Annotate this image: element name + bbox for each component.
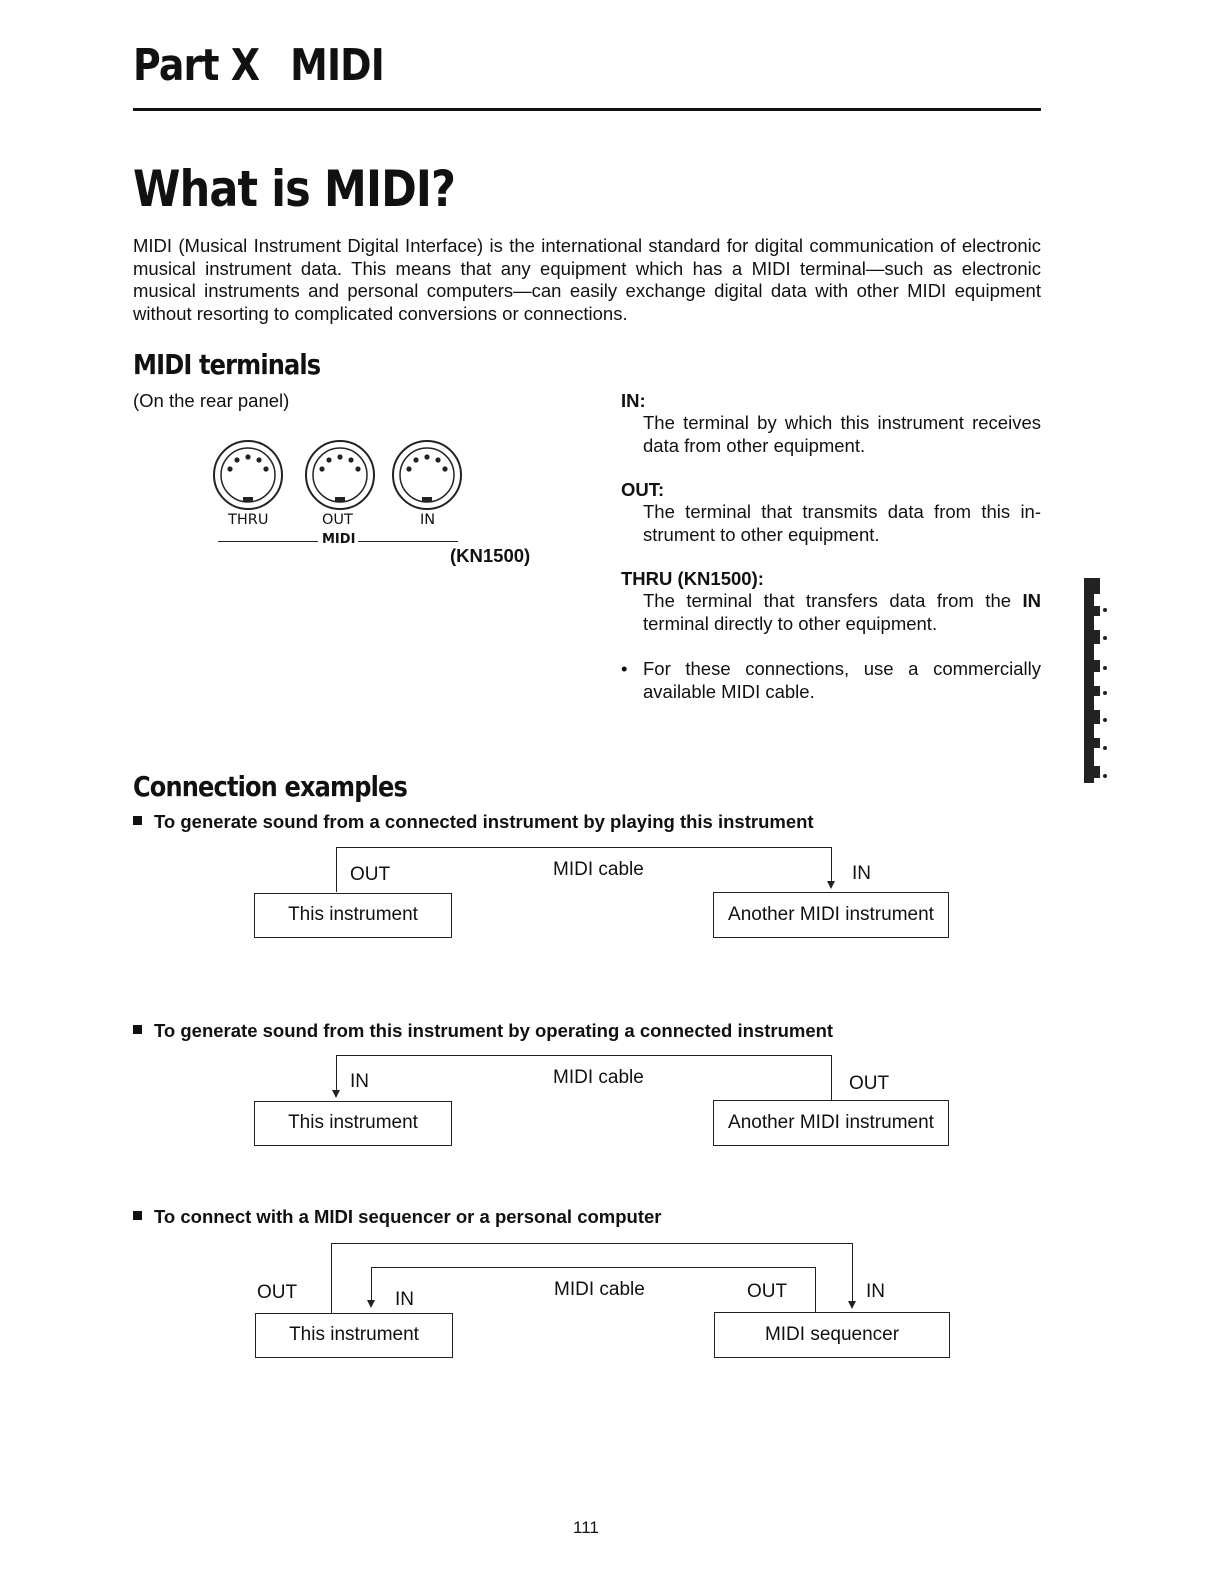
ex3-arrow-down-seq-icon	[848, 1301, 856, 1309]
ex3-in-cable-vertical	[371, 1267, 372, 1301]
bullet-dot: •	[621, 658, 628, 679]
def-thru-term	[621, 568, 764, 590]
example-3-title-text: To connect with a MIDI sequencer or a personal computer	[154, 1206, 662, 1227]
terminals-heading: MIDI terminals	[133, 348, 321, 381]
def-in-term: IN:	[621, 390, 646, 411]
ex1-another-instrument-box: Another MIDI instrument	[713, 892, 949, 938]
model-label: (KN1500)	[450, 545, 531, 566]
def-in-body: The terminal by which this instrument receives data from other equipment.	[643, 412, 1041, 456]
def-thru-body-part2: terminal directly to other equipment.	[643, 612, 938, 634]
midi-group-line-left	[218, 541, 318, 542]
ex1-in-cable-vertical	[831, 847, 832, 882]
ex3-inner-cable-horizontal	[371, 1267, 815, 1268]
part-heading	[133, 40, 384, 91]
thumb-index-tab	[1084, 578, 1114, 783]
ex2-cable-label: MIDI cable	[553, 1067, 644, 1088]
jack-out-icon	[306, 441, 374, 509]
midi-group-label: MIDI	[322, 532, 356, 547]
def-out-body: The terminal that transmits data from this in-strument to other equipment.	[643, 501, 1041, 545]
def-out-term: OUT:	[621, 479, 665, 500]
header-rule	[133, 108, 1041, 111]
page-number: 111	[573, 1518, 599, 1537]
ex1-arrow-down-icon	[827, 881, 835, 889]
jack-label-thru: THRU	[228, 512, 269, 528]
connections-heading: Connection examples	[133, 770, 407, 803]
example-1-title-text: To generate sound from a connected instrument by playing this instrument	[154, 811, 814, 832]
ex1-this-instrument-box: This instrument	[254, 893, 452, 938]
bullet-square-icon	[133, 1211, 142, 1220]
ex3-this-in-label: IN	[395, 1289, 414, 1310]
ex3-seq-out-label: OUT	[747, 1281, 788, 1302]
cable-note: For these connections, use a commercially available MIDI cable.	[643, 658, 1041, 702]
bullet-square-icon	[133, 816, 142, 825]
ex3-out-cable-vertical	[331, 1243, 332, 1313]
jack-label-out: OUT	[322, 512, 353, 528]
ex2-arrow-down-icon	[332, 1090, 340, 1098]
ex3-sequencer-box: MIDI sequencer	[714, 1312, 950, 1358]
ex3-seq-in-cable-vertical	[852, 1243, 853, 1302]
jack-in-icon	[393, 441, 461, 509]
example-2-title	[133, 1020, 833, 1042]
jack-label-in: IN	[420, 512, 436, 528]
ex2-in-label: IN	[350, 1071, 369, 1092]
def-thru-body-in: IN	[1022, 590, 1041, 611]
ex1-out-label: OUT	[350, 864, 391, 885]
ex3-this-instrument-box: This instrument	[255, 1313, 453, 1358]
part-label: Part X	[133, 40, 260, 91]
ex3-arrow-down-this-icon	[367, 1300, 375, 1308]
ex2-out-label: OUT	[849, 1073, 890, 1094]
location-note: (On the rear panel)	[133, 390, 290, 411]
ex3-seq-in-label: IN	[866, 1281, 885, 1302]
ex2-another-instrument-box: Another MIDI instrument	[713, 1100, 949, 1146]
intro-paragraph: MIDI (Musical Instrument Digital Interface) is the international standard for digital communication of electronic musical instrument data. This means that any equipment which has a MIDI terminal—such as electronic musical instruments and personal computers—can easily exchange digital data with other MIDI equipment without resorting to complicated conversions or connections.	[133, 235, 1041, 324]
midi-group-line-right	[358, 541, 458, 542]
example-2-title-text: To generate sound from this instrument by operating a connected instrument	[154, 1020, 834, 1041]
ex3-cable-label: MIDI cable	[554, 1279, 645, 1300]
ex2-out-cable-vertical	[831, 1055, 832, 1100]
ex3-this-out-label: OUT	[257, 1282, 298, 1303]
bullet-square-icon	[133, 1025, 142, 1034]
def-thru-term-model: (KN1500):	[677, 568, 764, 589]
def-thru-body	[643, 590, 1041, 635]
midi-jacks-illustration	[205, 435, 475, 515]
part-name: MIDI	[290, 40, 384, 91]
def-thru-body-part1: The terminal that transfers data from the	[643, 590, 1012, 611]
def-thru-term-bold: THRU	[621, 568, 673, 589]
ex2-cable-horizontal	[336, 1055, 831, 1056]
example-1-title	[133, 811, 814, 833]
example-3-title	[133, 1206, 661, 1228]
ex1-cable-horizontal	[336, 847, 831, 848]
jack-thru-icon	[214, 441, 282, 509]
ex2-in-cable-vertical	[336, 1055, 337, 1091]
ex3-outer-cable-horizontal	[331, 1243, 852, 1244]
ex1-out-cable-vertical	[336, 847, 337, 892]
ex1-cable-label: MIDI cable	[553, 859, 644, 880]
section-title: What is MIDI?	[133, 160, 456, 218]
ex1-in-label: IN	[852, 863, 871, 884]
ex2-this-instrument-box: This instrument	[254, 1101, 452, 1146]
ex3-seq-out-cable-vertical	[815, 1267, 816, 1313]
